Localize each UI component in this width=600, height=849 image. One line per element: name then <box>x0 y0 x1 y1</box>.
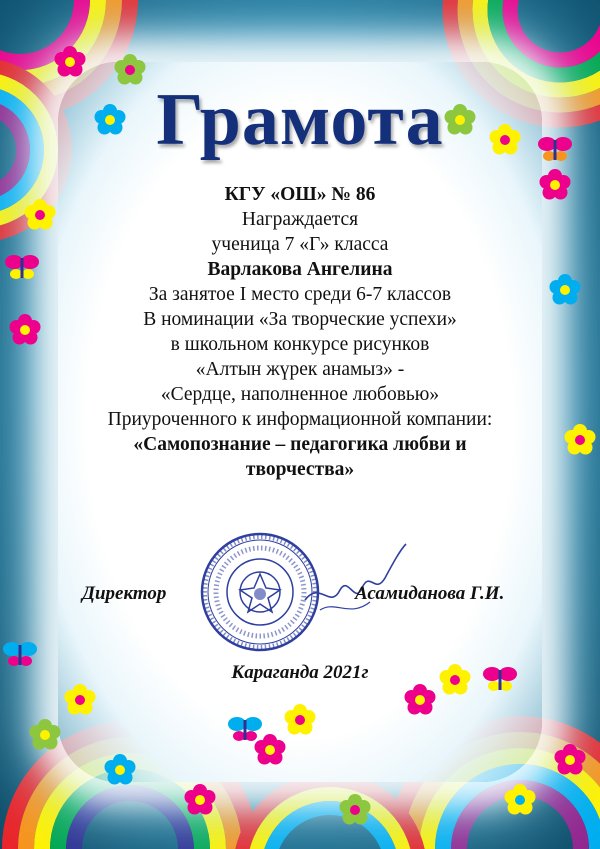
flower-icon <box>185 784 216 815</box>
director-label: Директор <box>82 583 167 604</box>
flower-icon <box>255 734 286 765</box>
flower-icon <box>505 784 536 815</box>
director-name: Асамиданова Г.И. <box>355 583 505 604</box>
organization-name: КГУ «ОШ» № 86 <box>224 184 376 205</box>
campaign-line-1: «Самопознание – педагогика любви и <box>133 434 467 455</box>
flower-icon <box>555 744 586 775</box>
flower-icon <box>405 684 436 715</box>
certificate-title: Грамота <box>156 79 444 161</box>
campaign-line-2: творчества» <box>245 459 355 480</box>
certificate-body <box>0 182 600 482</box>
flower-icon <box>55 46 86 77</box>
flower-icon <box>105 754 136 785</box>
city-year: Караганда 2021г <box>231 662 369 683</box>
student-class: ученица 7 «Г» класса <box>211 234 389 255</box>
flower-icon <box>340 794 371 825</box>
student-name: Варлакова Ангелина <box>207 259 393 280</box>
contest-name-ru: «Сердце, наполненное любовью» <box>160 384 440 405</box>
flower-icon <box>30 719 61 750</box>
achievement-text: За занятое I место среди 6-7 классов <box>148 284 452 305</box>
contest-name-kz: «Алтын жүрек анамыз» - <box>195 359 405 380</box>
campaign-intro: Приуроченного к информационной компании: <box>107 409 493 430</box>
butterfly-icon <box>228 717 262 741</box>
awarded-label: Награждается <box>241 209 359 230</box>
flower-icon <box>65 684 96 715</box>
contest-text: в школьном конкурсе рисунков <box>170 334 430 355</box>
nomination-text: В номинации «За творческие успехи» <box>143 309 457 330</box>
flower-icon <box>285 704 316 735</box>
